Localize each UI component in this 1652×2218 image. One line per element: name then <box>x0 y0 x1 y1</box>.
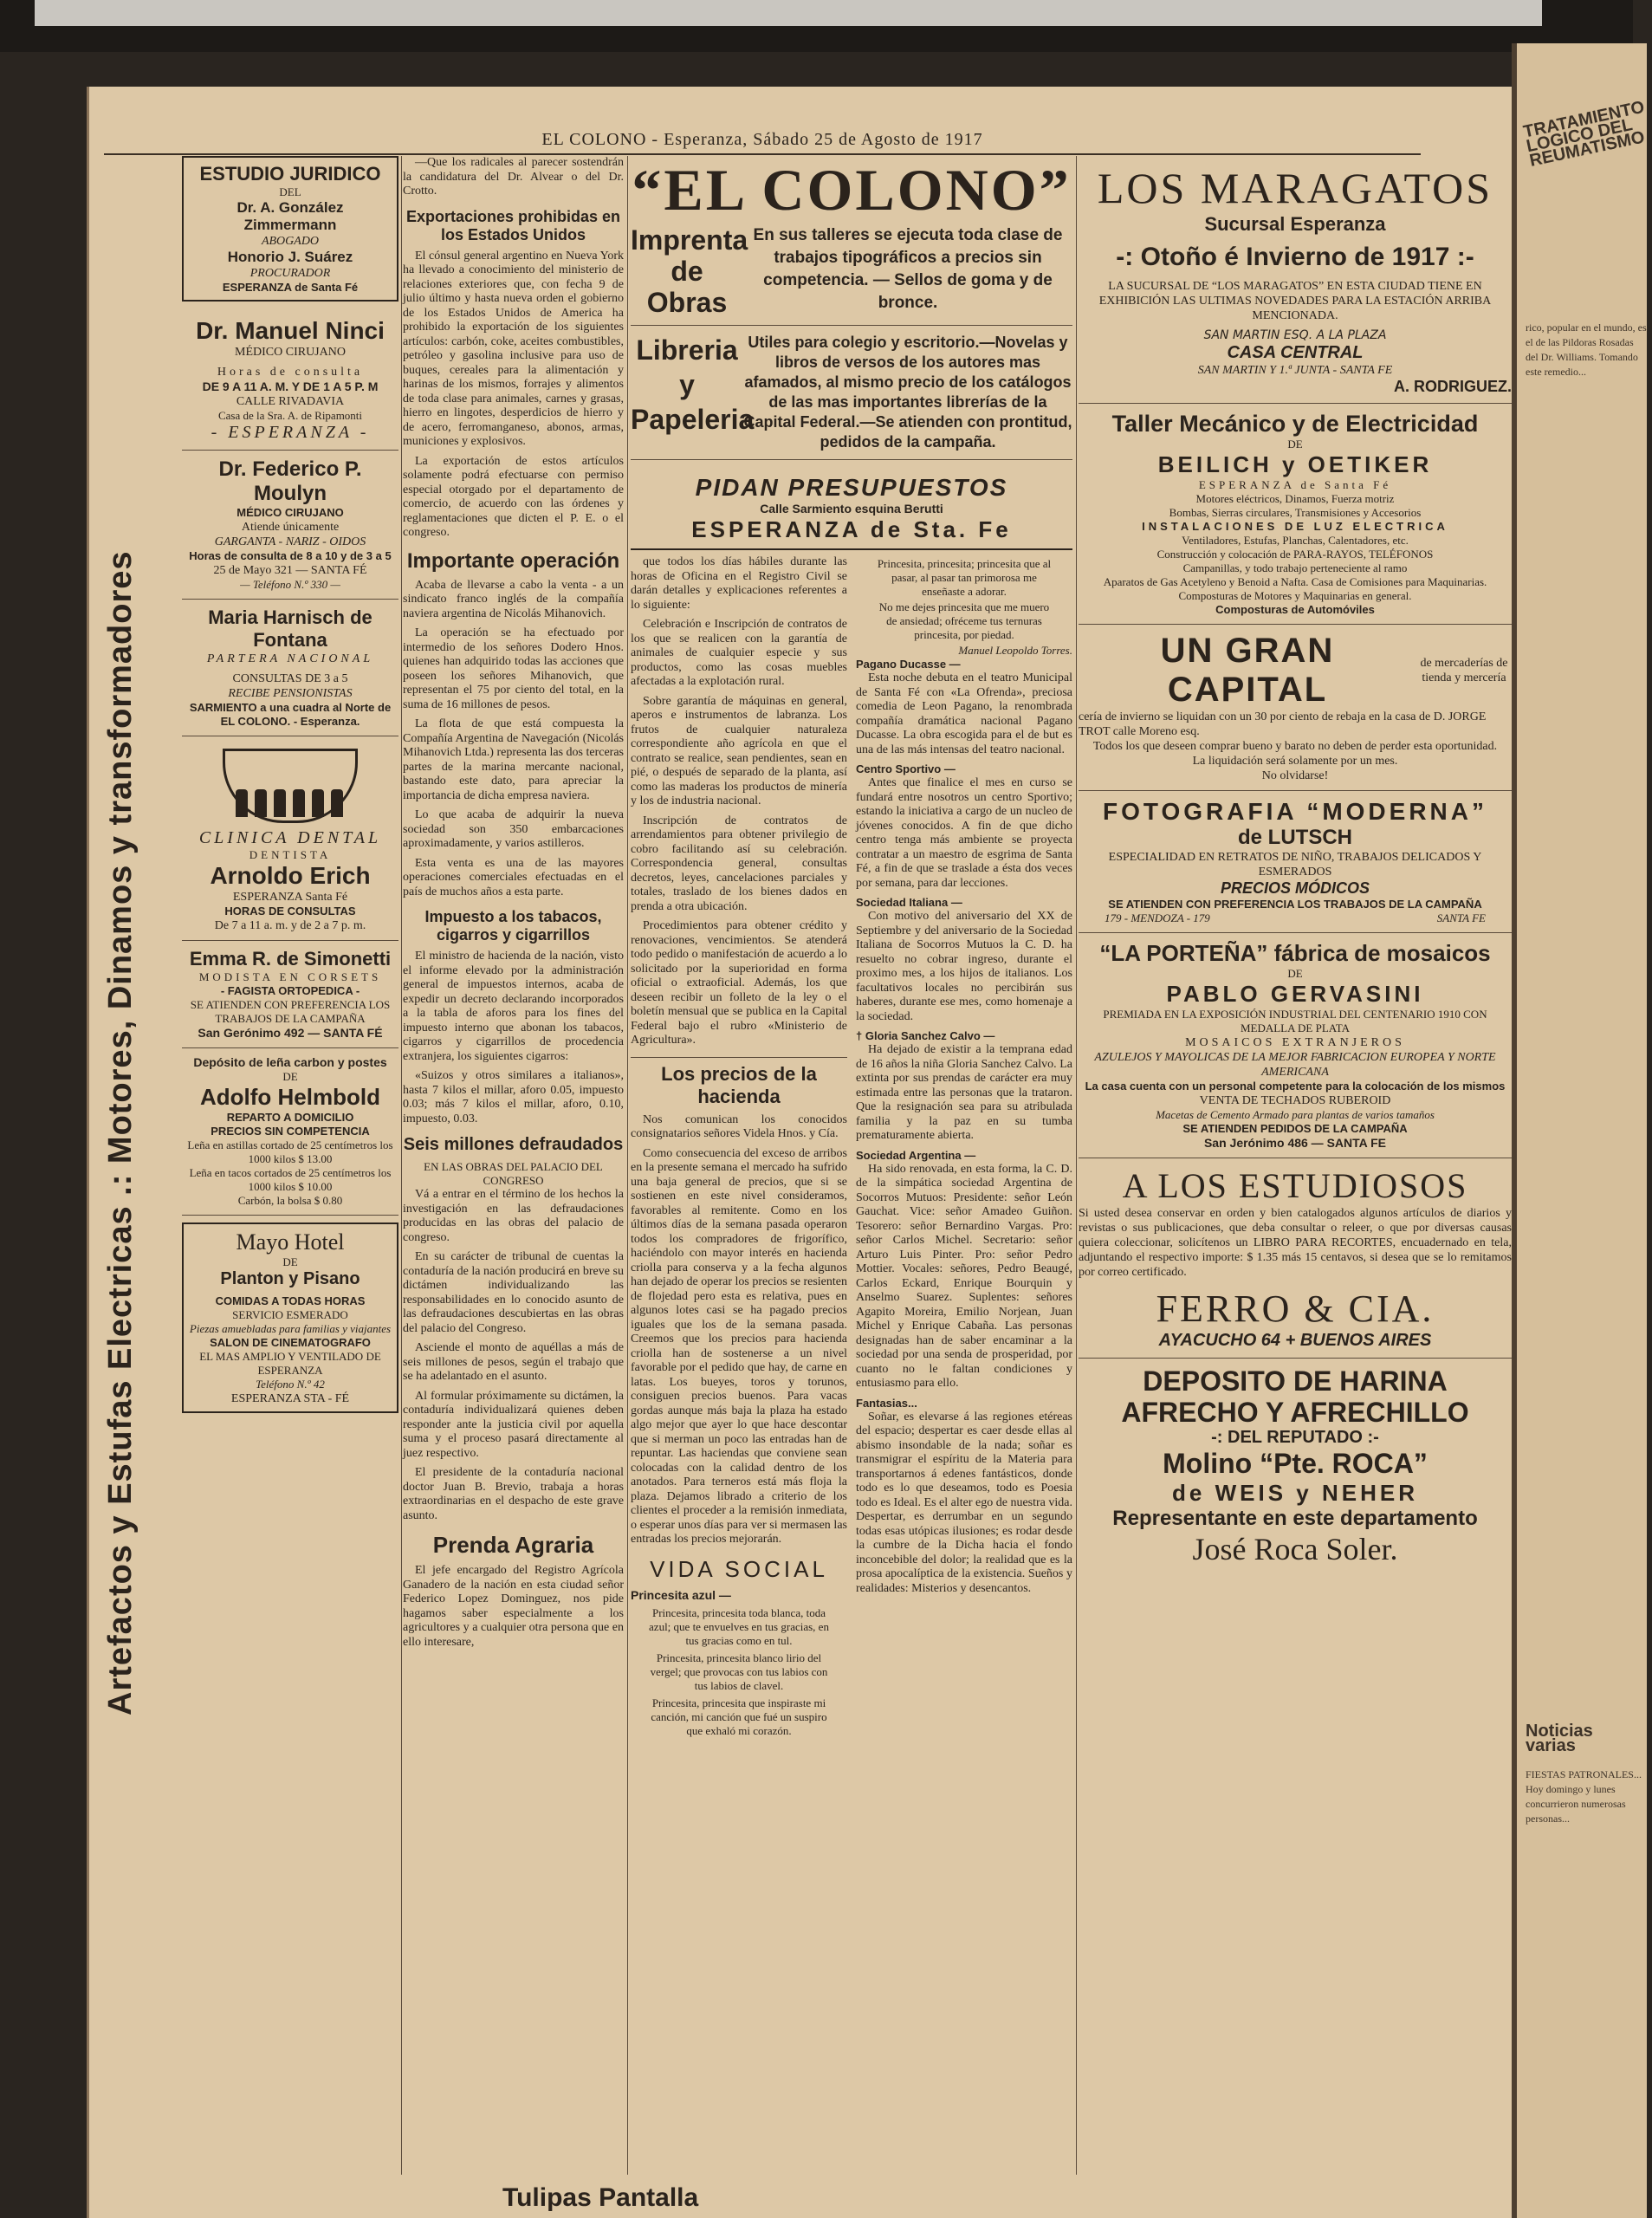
column-rule <box>627 156 628 2175</box>
article-text: Ha dejado de existir a la temprana edad de 16 años la niña Gloria Sanchez Calvo. La extinta por sus prendas de carácter era muy estimada entre las personas que la trataron. Que la resignación sea para su atribulada familia y la paz en su tumba prematuramente abierta. <box>856 1043 1072 1142</box>
ad-name: Adolfo Helmbold <box>200 1084 380 1110</box>
binder-edge <box>0 0 1633 52</box>
ad-text: SE ATIENDEN CON PREFERENCIA LOS TRABAJOS DE LA CAMPAÑA <box>190 998 391 1025</box>
ad-text: Representante en este departamento <box>1112 1507 1478 1530</box>
article-heading: Importante operación <box>406 548 620 573</box>
ad-name: de LUTSCH <box>1238 826 1352 849</box>
ad-libreria <box>631 326 1072 460</box>
article-text: El cónsul general argentino en Nueva York ha llevado a conocimiento del ministerio de relaciones exteriores que, con fecha 9 de julio último y hasta nueva orden el gobierno de los Estados Unidos de America ha prohibido la exportación de los siguientes artículos: carbón, coke, aceites combustibles, petróleo y gasolina inclusive para uso de buques, cereales para la alimentación y harinas de los mismos, forrajes y alimentos de toda clase para animales, carnes y grasas, hierro en lingotes, desperdicios de hierro y de acero, ferromanganeso, abonos, armas, municiones y explosivos. <box>403 249 624 448</box>
ad-text: - ESPERANZA - <box>211 423 370 442</box>
ad-text: COMIDAS A TODAS HORAS <box>215 1294 366 1307</box>
ad-text: SARMIENTO a una cuadra al Norte de EL COLONO. - Esperanza. <box>189 701 392 728</box>
article-text: Nos comunican los conocidos consignatarios señores Videla Hnos. y Cía. <box>631 1112 847 1140</box>
article-text: «Suizos y otros similares a italianos», hasta 7 kilos el millar, aforo 0.05, impuesto 0.03; más 7 kilos el millar, aforo, 0.10, impuesto, 0.03. <box>403 1069 624 1125</box>
poem-signature: Manuel Leopoldo Torres. <box>958 644 1072 657</box>
column-2 <box>403 156 624 2166</box>
right-fragment-title: TRATAMIENTO LOGICO DEL REUMATISMO <box>1521 97 1647 171</box>
ad-name: BEILICH y OETIKER <box>1157 451 1433 477</box>
ad-text: SANTA FE <box>1436 911 1486 924</box>
ad-name: FOTOGRAFIA “MODERNA” <box>1103 798 1487 825</box>
ad-helmbold <box>182 1048 398 1216</box>
ad-text: Composturas de Automóviles <box>1215 603 1375 616</box>
ad-text: ESPECIALIDAD EN RETRATOS DE NIÑO, TRABAJOS DELICADOS Y ESMERADOS <box>1108 851 1482 879</box>
ad-imprenta <box>631 224 1072 326</box>
article-text: Acaba de llevarse a cabo la venta - a un sindicato franco inglés de la compañía naviera argentina de Nicolás Mihanovich. <box>403 578 624 620</box>
article-text: Vá a entrar en el término de los hechos la investigación en las defraudaciones producidas en las obras del palacio de congreso. <box>403 1188 624 1244</box>
ad-text: Leña en astillas cortado de 25 centímetros los 1000 kilos $ 13.00 <box>187 1138 393 1165</box>
article-text: Ha sido renovada, en esta forma, la C. D. de la simpática sociedad Argentina de Socorros Mutuos: Presidente: señor León Gauchat. Vice: señor Amadeo Guiñon. Tesorero: señor Bernardino Vargas. Pro: señor Carlos Michel. Secretario: señor Arturo Luis Pinter. Pro: señor Pedro Mottier. Vocales: señores, Pedro Beaugé, Carlos Eckard, Enrique Bourquin y Anselmo Suarez. Suplentes: señores Agapito Moreira, Emilio Norjean, Juan Michel y Enrique Cabaña. Las personas designadas han de saber encaminar a la sociedad por una senda de prosperidad, por cuanto no le faltan condiciones y entusiasmo para ello. <box>856 1162 1072 1390</box>
article-text: Sobre garantía de máquinas en general, aperos e instrumentos de labranza. Los frutos de cualquier naturaleza correspondiente año agrícola en que el contrato se realice, sean pendientes, sean en pié, o después de separado de la planta, así como las maderas los productos de minería y los de industria nacional. <box>631 694 847 807</box>
ad-title: CLINICA DENTAL <box>198 828 382 847</box>
ad-text: Piezas amuebladas para familias y viajantes <box>189 1322 392 1335</box>
ad-name: LOS MARAGATOS <box>1097 164 1493 212</box>
article-subheading: Centro Sportivo — <box>856 762 956 775</box>
ad-text: En sus talleres se ejecuta toda clase de trabajos tipográficos a precios sin competencia. — Sellos de goma y de bronce. <box>753 226 1063 312</box>
poem-stanza: Princesita, princesita; princesita que al pasar, al pasar tan primorosa me enseñaste a adorar. <box>877 557 1052 598</box>
ad-text: 179 - MENDOZA - 179 <box>1105 911 1210 924</box>
ad-name: Honorio J. Suárez <box>227 249 353 265</box>
article-text: Esta noche debuta en el teatro Municipal de Santa Fé con «La Ofrenda», preciosa comedia de Leon Pagano, la renombrada compañía dramática nacional Pagano Ducasse. La obra escogida para el de but es una de las más intensas del teatro nacional. <box>856 671 1072 756</box>
ad-text: 25 de Mayo 321 — SANTA FÉ <box>213 564 367 577</box>
article-text: Como consecuencia del exceso de arribos en la presente semana el mercado ha sufrido una baja general de precios, que si se sostienen en este nivel consideramos, favorables al remitente. Como en los últimos días de la semana pasada operaron todos los compradores de frigorífico, haciéndolo con mayor interés en hacienda criolla para conserva y a la fecha algunos han dejado de operar los precios se resienten de flojedad pero esta es relativa, pues en algunos lotes casi se ha pagado precios iguales que los de la semana pasada. Creemos que los precios para hacienda criolla han de sostenerse a un nivel favorable por el pedido que hay, de carne en latas. Los bueyes, toros y torunos, consiguen precios buenos. Para vacas gordas aunque más baja la plaza ha estado algo mejor que ayer lo que hace descontar que si merman un poco las entradas han de repuntar. Las haciendas que conviene sean colocadas con la calidad dentro de los anotados. Para terneros está más floja la plaza. Dejamos librado a criterio de los clientes el proceder a la remisión inmediata, o esperar unos días para ver si mermasen las entradas los precios mejorarán. <box>631 1146 847 1546</box>
ad-text: Campanillas, y todo trabajo perteneciente al ramo <box>1182 561 1408 574</box>
ad-text: INSTALACIONES DE LUZ ELECTRICA <box>1142 520 1448 533</box>
ad-estudio-juridico <box>182 156 398 302</box>
ad-harnisch <box>182 600 398 736</box>
ad-text: Bombas, Sierras circulares, Transmisiones y Accesorios <box>1169 506 1422 519</box>
ad-portena <box>1079 933 1512 1158</box>
ad-text: A. RODRIGUEZ. <box>1393 378 1512 395</box>
ad-name: Libreria y Papeleria <box>631 334 755 435</box>
ad-text: Calle Sarmiento esquina Berutti <box>760 502 943 516</box>
ad-text: DE <box>282 1070 298 1083</box>
teeth-icon <box>223 749 358 823</box>
article-text: Inscripción de contratos de arrendamientos para obtener privilegio de cobro facilitando así su celebración. Correspondencia general, consultas decretos, leyes, cancelaciones parciales y totales, traslado de los bienes dados en prenda a otra ubicación. <box>631 814 847 913</box>
ad-mayo-hotel <box>182 1222 398 1413</box>
ad-name: Molino “Pte. ROCA” <box>1163 1448 1428 1479</box>
ad-capital <box>1079 625 1512 791</box>
right-fragment-heading: Noticias varias <box>1526 1722 1593 1755</box>
column-1 <box>182 156 398 2166</box>
article-text: La operación se ha efectuado por intermedio de los señores Dodero Hnos. quienes han adquirido todas las acciones que poseen los señores Mihanovich, que representan el 75 por ciento del total, en la suma de 16 millones de pesos. <box>403 626 624 711</box>
adjacent-page <box>1512 43 1647 2218</box>
ad-name: UN GRAN CAPITAL <box>1160 632 1335 709</box>
ad-text: MÉDICO CIRUJANO <box>236 506 344 519</box>
ad-name: Dr. A. González Zimmermann <box>236 199 344 233</box>
ad-text: San Jerónimo 486 — SANTA FE <box>1203 1136 1387 1150</box>
right-fragment-text2: FIESTAS PATRONALES... Hoy domingo y lunes concurrieron numerosas personas... <box>1526 1768 1642 1825</box>
ad-text: Teléfono N.º 42 <box>256 1378 325 1391</box>
article-text: Asciende el monto de aquéllas a más de seis millones de pesos, según el trabajo que se ha adelantado en el asunto. <box>403 1341 624 1383</box>
ad-moulyn <box>182 451 398 600</box>
ad-text: PROCURADOR <box>249 267 331 280</box>
ad-text: MÉDICO CIRUJANO <box>235 346 346 359</box>
article-heading: VIDA SOCIAL <box>650 1555 828 1582</box>
ad-text: La casa cuenta con un personal competente para la colocación de los mismos <box>1085 1080 1506 1093</box>
ad-text: ESPERANZA STA - FÉ <box>230 1392 350 1405</box>
ad-text: Horas de consulta de 8 a 10 y de 3 a 5 <box>189 549 392 562</box>
ad-text: Casa de la Sra. A. de Ripamonti <box>217 409 363 422</box>
ad-fotografia <box>1079 791 1512 933</box>
ad-text: No olvidarse! <box>1261 769 1329 782</box>
two-subcolumns <box>631 555 1072 1741</box>
ad-name: Dr. Manuel Ninci <box>196 317 385 344</box>
article-subheading: Fantasias... <box>856 1396 917 1410</box>
ad-text: Todos los que deseen comprar bueno y barato no deben de perder esta oportunidad. <box>1092 740 1498 753</box>
ad-text: Leña en tacos cortados de 25 centímetros los 1000 kilos $ 10.00 <box>189 1166 392 1193</box>
ad-text: Macetas de Cemento Armado para plantas de varios tamaños <box>1156 1108 1435 1121</box>
article-heading: Prenda Agraria <box>432 1532 594 1558</box>
ad-text: DE 9 A 11 A. M. Y DE 1 A 5 P. M <box>202 379 379 393</box>
article-text: El jefe encargado del Registro Agrícola Ganadero de la nación en esta ciudad señor Federico Lopez Dominguez, nos pide hagamos saber especialmente a los agricultores y a cualquier otra persona que en ello interesare, <box>403 1564 624 1649</box>
article-subheading: Sociedad Italiana — <box>856 896 962 909</box>
article-text: Celebración e Inscripción de contratos de los que se realicen con la garantía de animales de cualquier especie y sus productos, como las cosas muebles afectadas a la explotación rural. <box>631 618 847 688</box>
page-header: EL COLONO - Esperanza, Sábado 25 de Agosto de 1917 <box>104 130 1421 155</box>
ad-heading: -: Otoño é Invierno de 1917 :- <box>1116 243 1474 271</box>
article-text: Al formular próximamente su dictámen, la contaduría individualizará quienes deben responder ante la justicia civil por aquella suma y el proceso pasará directamente al juez respectivo. <box>403 1389 624 1460</box>
article-heading: Impuesto a los tabacos, cigarros y cigarrillos <box>424 908 602 944</box>
ad-name: PABLO GERVASINI <box>1166 981 1424 1007</box>
ad-text: VENTA DE TECHADOS RUBEROID <box>1199 1094 1391 1107</box>
article-text: Lo que acaba de adquirir la nueva sociedad son 350 embarcaciones aproximadamente, y varios astilleros. <box>403 808 624 850</box>
ad-text: Horas de consulta <box>217 366 364 379</box>
column-rule <box>401 156 402 2175</box>
ad-title: Depósito de leña carbon y postes <box>193 1055 387 1069</box>
ad-text: HORAS DE CONSULTAS <box>224 905 356 918</box>
ad-name: Maria Harnisch de Fontana <box>208 606 373 651</box>
ad-name: Arnoldo Erich <box>210 862 371 889</box>
ad-text: — Teléfono N.º 330 — <box>240 578 340 591</box>
ad-text: DEL <box>279 185 301 198</box>
vertical-ad-text: Artefactos y Estufas Electricas .: Motores, Dinamos y transformadores <box>102 550 139 1715</box>
ad-text: - FAGISTA ORTOPEDICA - <box>220 984 360 997</box>
article-heading: Seis millones defraudados <box>403 1135 624 1154</box>
ad-estudiosos <box>1079 1158 1512 1359</box>
ad-title: ESTUDIO JURIDICO <box>199 163 381 185</box>
ad-text: La liquidación será solamente por un mes. <box>1192 755 1398 768</box>
article-heading: Los precios de la hacienda <box>631 1057 847 1108</box>
ad-text: EL MAS AMPLIO Y VENTILADO DE ESPERANZA <box>199 1350 381 1377</box>
article-heading: Exportaciones prohibidas en los Estados Unidos <box>405 207 621 243</box>
ad-name: Mayo Hotel <box>236 1229 345 1255</box>
ad-text: SALON DE CINEMATOGRAFO <box>210 1336 371 1349</box>
ad-name: “LA PORTEÑA” fábrica de mosaicos <box>1099 940 1491 966</box>
ad-text: ABOGADO <box>261 235 320 248</box>
ad-text: Atiende únicamente <box>241 521 340 534</box>
ad-heading: PIDAN PRESUPUESTOS <box>695 474 1008 501</box>
ad-text: DE <box>282 1255 298 1268</box>
article-text: Antes que finalice el mes en curso se fundará entre nosotros un centro Sportivo; estando la iniciativa a cargo de un nucleo de jóvenes conocidos. A fin de que dicho centro tenga más ambiente se proyecta contratar a un maestro de esgrima de Santa Fé, a fin de que se traslade a ésta dos veces por semana, para dar lecciones. <box>856 776 1072 890</box>
article-text: La exportación de estos artículos solamente podrá efectuarse con permiso especial otorgado por el departamento de comercio, de acuerdo con las órdenes y reglamentaciones que dicten el P. E. o el congreso. <box>403 454 624 539</box>
ad-taller <box>1079 404 1512 625</box>
ad-text: ESPERANZA de Santa Fé <box>222 281 359 294</box>
ad-text: RECIBE PENSIONISTAS <box>228 687 353 700</box>
ad-text: DE <box>1287 438 1303 451</box>
ad-name: Planton y Pisano <box>220 1269 360 1288</box>
ad-name: Emma R. de Simonetti <box>189 948 392 970</box>
ad-text: De 7 a 11 a. m. y de 2 a 7 p. m. <box>214 919 366 932</box>
article-subheading: Princesita azul — <box>631 1587 731 1602</box>
ad-text: San Gerónimo 492 — SANTA FÉ <box>198 1026 383 1040</box>
ad-text: Motores eléctricos, Dinamos, Fuerza motriz <box>1195 492 1395 505</box>
ad-name: José Roca Soler. <box>1192 1532 1398 1566</box>
ad-text: Aparatos de Gas Acetyleno y Benoid a Nafta. Casa de Comisiones para Maquinarias. Composturas de Motores y Maquinarias en general. <box>1103 575 1487 602</box>
ad-text: CASA CENTRAL <box>1227 343 1364 362</box>
ad-text: SAN MARTIN ESQ. A LA PLAZA <box>1203 328 1387 342</box>
article-subheading: † Gloria Sanchez Calvo — <box>856 1029 995 1042</box>
ad-text: de mercaderías de tienda y mercería <box>1420 657 1508 684</box>
article-subheading: Pagano Ducasse — <box>856 658 961 671</box>
article-text: Procedimientos para obtener crédito y renovaciones, vencimientos. Se atenderá todo pedido o manifestación de acuerdo a lo solicitado por la superioridad en forma oficial o extraoficial. Además, los que deseen recibir un folleto de la ley o el boletín mensual que se publica en la Capital Federal bajo el rubro «Ministerio de Agricultura». <box>631 919 847 1047</box>
ad-text: PRECIOS SIN COMPETENCIA <box>211 1125 370 1138</box>
ad-text: Sucursal Esperanza <box>1204 213 1386 235</box>
ad-text: DENTISTA <box>249 848 332 861</box>
column-3 <box>631 156 1072 2166</box>
ad-text: PREMIADA EN LA EXPOSICIÓN INDUSTRIAL DEL CENTENARIO 1910 CON MEDALLA DE PLATA <box>1103 1008 1487 1034</box>
ad-text: AZULEJOS Y MAYOLICAS DE LA MEJOR FABRICACION EUROPEA Y NORTE AMERICANA <box>1094 1051 1496 1079</box>
article-text: Esta venta es una de las mayores operaciones comerciales efectuadas en el país de muchos años a esta parte. <box>403 856 624 898</box>
ad-text: AYACUCHO 64 + BUENOS AIRES <box>1158 1331 1432 1350</box>
ad-text: Utiles para colegio y escritorio.—Novelas y libros de versos de los autores mas afamados, al mismo precio de los catálogos de las mas importantes librerías de la Capital Federal.—Se atienden con prontitud, pedidos de la campaña. <box>743 334 1072 451</box>
poem-stanza: Princesita, princesita que inspiraste mi canción, mi canción que fué un suspiro que exhaló mi corazón. <box>651 1696 827 1737</box>
binder-label <box>35 0 1542 26</box>
ad-name: A LOS ESTUDIOSOS <box>1122 1166 1468 1205</box>
ad-text: PRECIOS MÓDICOS <box>1220 879 1370 897</box>
ad-text: SERVICIO ESMERADO <box>232 1308 348 1321</box>
ad-text: SE ATIENDEN CON PREFERENCIA LOS TRABAJOS DE LA CAMPAÑA <box>1108 898 1482 911</box>
article-text: que todos los días hábiles durante las horas de Oficina en el Registro Civil se darán detalles y explicaciones referentes a lo siguiente: <box>631 555 847 612</box>
subcolumn-right <box>856 555 1072 1741</box>
poem-stanza: Princesita, princesita toda blanca, toda azul; que te envuelves en tus gracias, en tus gracias como en tul. <box>649 1605 829 1647</box>
ad-name: de WEIS y NEHER <box>1172 1480 1418 1506</box>
ad-text: MODISTA EN CORSETS <box>198 970 382 983</box>
article-text: —Que los radicales al parecer sostendrán la candidatura del Dr. Alvear o del Dr. Crotto. <box>403 156 624 198</box>
ad-text: Construcción y colocación de PARA-RAYOS, TELÉFONOS <box>1156 548 1434 561</box>
ad-text: cería de invierno se liquidan con un 30 por ciento de rebaja en la casa de D. JORGE TROT calle Moreno esq. <box>1079 710 1487 738</box>
masthead-title: “EL COLONO” <box>632 157 1072 223</box>
ad-text: MOSAICOS EXTRANJEROS <box>1185 1036 1405 1049</box>
ad-text: REPARTO A DOMICILIO <box>226 1111 354 1124</box>
ad-text: ESPERANZA Santa Fé <box>232 891 348 904</box>
article-subheading: Sociedad Argentina — <box>856 1148 976 1162</box>
ad-text: Si usted desea conservar en orden y bien catalogados algunos artículos de diarios y revistas o sus publicaciones, que deba consultar o releer, o que por diversas causas quiera coleccionar, solicítenos un LIBRO PARA RECORTES, encuadernado en tela, adjuntando el respectivo importe: $ 1.35 más 15 centavos, si desea que se lo remitamos por correo certificado. <box>1079 1207 1512 1279</box>
article-text: El presidente de la contaduría nacional doctor Juan B. Brevio, trabaja a horas extraordinarias en el despacho de este grave asunto. <box>403 1466 624 1522</box>
poem-stanza: Princesita, princesita blanco lirio del vergel; que provocas con tus labios con tus labios de clavel. <box>650 1651 828 1692</box>
ad-text: ESPERANZA de Sta. Fe <box>631 516 1072 550</box>
ad-text: ESPERANZA de Santa Fé <box>1198 478 1392 491</box>
ad-text: Carbón, la bolsa $ 0.80 <box>237 1194 343 1207</box>
article-text: En su carácter de tribunal de cuentas la contaduría de la nación producirá en breve su dictámen individualizando las responsabilidades en lo conocido asunto de las defraudaciones descubiertas en las obras del palacio del Congreso. <box>403 1250 624 1335</box>
ad-name: Imprenta de Obras <box>631 224 748 318</box>
ad-name: DEPOSITO DE HARINA AFRECHO Y AFRECHILLO <box>1121 1365 1469 1428</box>
ad-ninci <box>182 310 398 451</box>
subcolumn-left <box>631 555 847 1741</box>
ad-text: CONSULTAS DE 3 a 5 <box>232 672 348 685</box>
ad-maragatos <box>1079 156 1512 404</box>
article-text: Con motivo del aniversario del XX de Septiembre y del aniversario de la Sociedad Italiana de Socorros Mutuos la C. D. ha resuelto no cobrar ingreso, durante el proximo mes, a los hijos de italianos. Los facultativos locales no percibirán sus haberes, durante ese mes, como homenaje a la sociedad. <box>856 910 1072 1023</box>
cut-off-heading: Tulipas Pantalla <box>502 2183 699 2212</box>
ad-text: Ventiladores, Estufas, Planchas, Calentadores, etc. <box>1182 534 1409 547</box>
ad-text: SAN MARTIN Y 1.ª JUNTA - SANTA FE <box>1197 364 1393 377</box>
ad-name: FERRO & CIA. <box>1156 1287 1435 1330</box>
poem-stanza: No me dejes princesita que me muero de ansiedad; ofréceme tus ternuras princesita, por piedad. <box>878 600 1050 641</box>
ad-text: SE ATIENDEN PEDIDOS DE LA CAMPAÑA <box>1182 1122 1408 1135</box>
ad-dental <box>182 736 398 941</box>
article-subheading: EN LAS OBRAS DEL PALACIO DEL CONGRESO <box>424 1160 603 1187</box>
ad-name: Taller Mecánico y de Electricidad <box>1111 411 1479 437</box>
ad-name: Dr. Federico P. Moulyn <box>218 457 362 505</box>
right-fragment-text: rico, popular en el mundo, es el de las Pildoras Rosadas del Dr. Williams. Tomando este remedio... <box>1526 321 1647 378</box>
article-text: La flota de que está compuesta la Compañía Argentina de Navegación (Nicolás Mihanovich Ltda.) representa las dos terceras partes de la marina mercante nacional, bastando este dato, para apreciar la importancia de dicha empresa naviera. <box>403 717 625 802</box>
ad-deposito <box>1079 1359 1512 1574</box>
ad-text: DE <box>1287 967 1303 980</box>
ad-text: GARGANTA - NARIZ - OIDOS <box>214 535 366 548</box>
article-text: Soñar, es elevarse á las regiones etéreas del espacio; despertar es caer desde ellas al abismo insondable de la nada; soñar es transmigrar el espíritu de la Materia para transportarnos á edenes fantásticos, donde todo es lo que deseamos, todo es Poesia todo es Ideal. Es el alter ego de nuestra vida. Despertar, es derrumbar en un segundo todas esas utópicas ilusiones; es rodar desde la cumbre de la Dicha hacia el fondo inconcebible del dolor; la realidad que es la prosa apocalíptica de la existencia. Sueños y realidades: Misterios y desencantos. <box>856 1410 1072 1595</box>
ad-simonetti <box>182 941 398 1048</box>
ad-text: -: DEL REPUTADO :- <box>1211 1428 1379 1447</box>
ad-text: CALLE RIVADAVIA <box>236 395 345 408</box>
article-text: El ministro de hacienda de la nación, visto el informe elevado por la administración general de impuestos internos, acaba de expedir un decreto declarando incorporados a la tabla de aforos para los fines del impuesto interno que abonan los tabacos, cigarros y cigarrillos de procedencia extranjera, los siguientes cigarros: <box>403 950 624 1063</box>
column-4 <box>1079 156 1512 2166</box>
ad-text: LA SUCURSAL DE “LOS MARAGATOS” EN ESTA CIUDAD TIENE EN EXHIBICIÓN LAS ULTIMAS NOVEDADES PARA LA ESTACIÓN ARRIBA MENCIONADA. <box>1098 280 1492 322</box>
ad-text: PARTERA NACIONAL <box>206 652 374 665</box>
column-rule <box>1076 156 1077 2175</box>
